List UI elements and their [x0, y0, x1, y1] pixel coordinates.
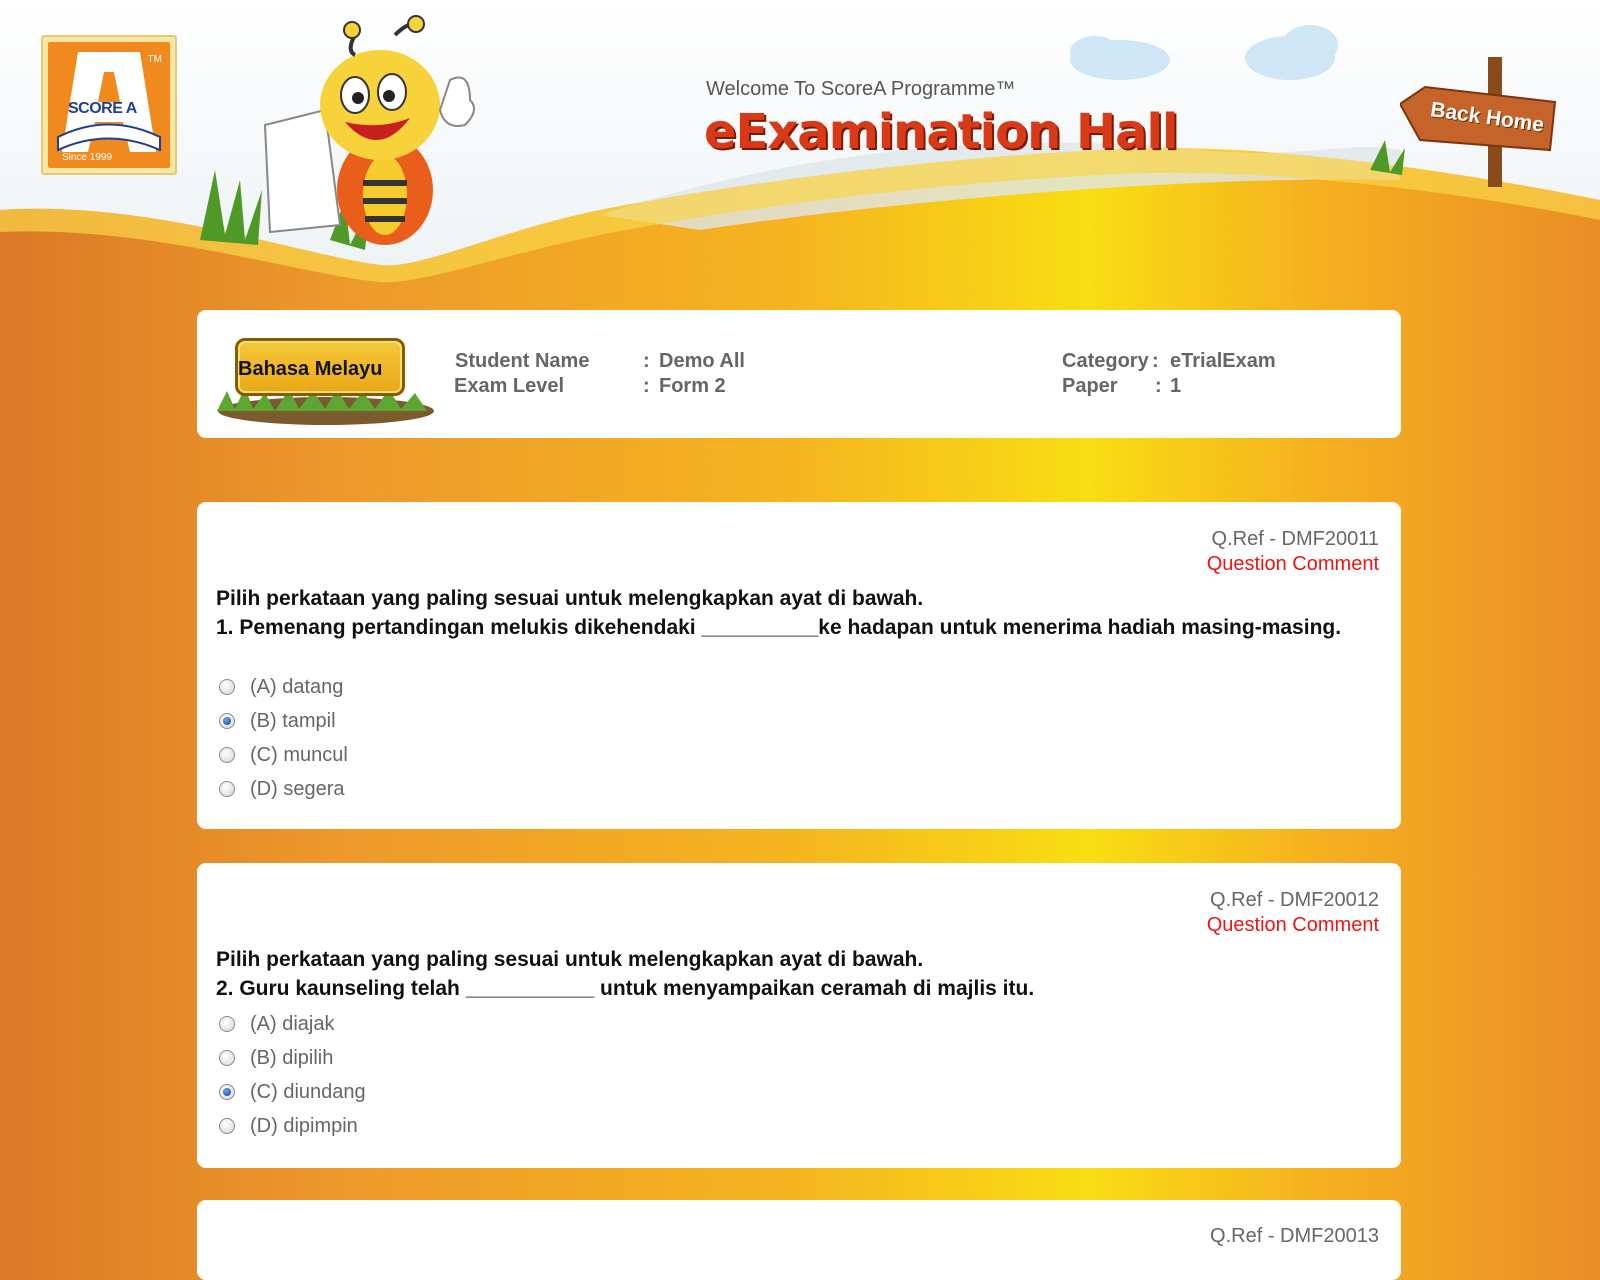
option-label: (C) diundang [250, 1080, 366, 1103]
option-label: (A) diajak [250, 1012, 335, 1035]
answer-option-d[interactable] [219, 775, 344, 803]
radio-button[interactable] [219, 1016, 235, 1032]
category-separator: : [1152, 350, 1159, 372]
question-instruction: Pilih perkataan yang paling sesuai untuk melengkapkan ayat di bawah. [216, 587, 924, 610]
option-label: (A) datang [250, 675, 344, 698]
radio-button-selected[interactable] [219, 1084, 235, 1100]
student-name-label: Student Name [455, 350, 590, 372]
subject-badge-button[interactable] [217, 328, 435, 428]
question-card [197, 502, 1401, 829]
paper-separator: : [1155, 375, 1162, 397]
radio-button[interactable] [219, 781, 235, 797]
answer-option-b[interactable] [219, 707, 336, 735]
radio-button[interactable] [219, 679, 235, 695]
question-text: 1. Pemenang pertandingan melukis dikehendaki __________ke hadapan untuk menerima hadiah masing-masing. [216, 616, 1342, 639]
question-ref: Q.Ref - DMF20013 [1210, 1225, 1379, 1247]
exam-info-card [197, 310, 1401, 438]
student-name-separator: : [643, 350, 650, 372]
option-label: (D) dipimpin [250, 1114, 358, 1137]
question-comment-link[interactable]: Question Comment [1206, 553, 1379, 575]
radio-button[interactable] [219, 747, 235, 763]
answer-option-c[interactable] [219, 1078, 366, 1106]
logo-since: Since 1999 [62, 152, 113, 163]
question-ref: Q.Ref - DMF20011 [1211, 528, 1379, 550]
paper-label: Paper [1062, 375, 1118, 397]
paper-value: 1 [1170, 375, 1182, 397]
logo-tm: TM [147, 54, 162, 65]
answer-option-a[interactable] [219, 673, 343, 701]
question-card [197, 1200, 1401, 1280]
back-home-label: Back Home [1429, 98, 1546, 137]
radio-button-selected[interactable] [219, 713, 235, 729]
question-ref: Q.Ref - DMF20012 [1210, 889, 1379, 911]
answer-option-a[interactable] [219, 1010, 334, 1038]
exam-level-separator: : [643, 375, 650, 397]
page-header [0, 0, 1600, 320]
page-title: eExamination Hall [704, 104, 1178, 160]
question-card [197, 863, 1401, 1168]
option-label: (B) dipilih [250, 1046, 334, 1069]
exam-level-label: Exam Level [454, 375, 565, 397]
question-text: 2. Guru kaunseling telah ___________ untuk menyampaikan ceramah di majlis itu. [216, 977, 1035, 1000]
header-background [0, 0, 1600, 320]
question-comment-link[interactable]: Question Comment [1206, 914, 1379, 936]
subject-button[interactable] [235, 338, 405, 396]
answer-option-d[interactable] [219, 1112, 358, 1140]
exam-level-value: Form 2 [659, 375, 726, 397]
option-label: (C) muncul [250, 743, 348, 766]
answer-option-c[interactable] [219, 741, 348, 769]
category-value: eTrialExam [1170, 350, 1276, 372]
student-name-value: Demo All [659, 350, 745, 372]
back-home-button[interactable] [1400, 52, 1570, 192]
scorea-logo [41, 35, 177, 175]
logo-brand: SCORE A [68, 100, 137, 117]
radio-button[interactable] [219, 1050, 235, 1066]
subject-label: Bahasa Melayu [238, 358, 383, 380]
option-label: (B) tampil [250, 709, 336, 732]
question-instruction: Pilih perkataan yang paling sesuai untuk melengkapkan ayat di bawah. [216, 948, 924, 971]
radio-button[interactable] [219, 1118, 235, 1134]
category-label: Category [1062, 350, 1149, 372]
answer-option-b[interactable] [219, 1044, 333, 1072]
welcome-text: Welcome To ScoreA Programme™ [706, 78, 1016, 100]
option-label: (D) segera [250, 777, 345, 800]
